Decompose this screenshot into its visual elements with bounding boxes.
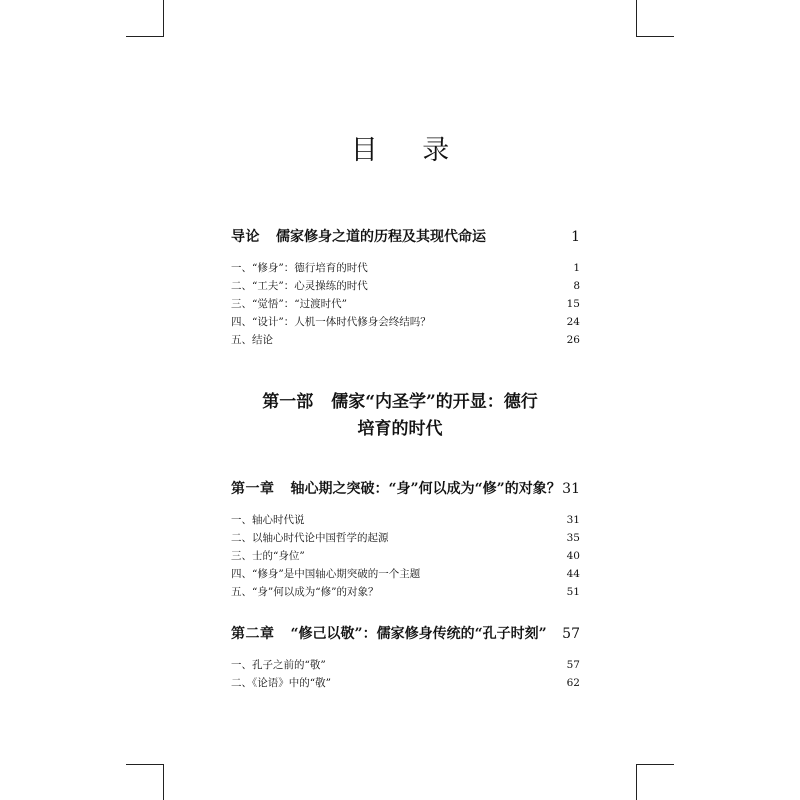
intro-title: 儒家修身之道的历程及其现代命运 (276, 229, 486, 245)
toc-entry[interactable] (231, 277, 580, 295)
entry-label: 一、轴心时代说 (231, 514, 305, 526)
chapter-page: 31 (562, 481, 580, 497)
crop-mark (126, 764, 164, 765)
entry-label: 三、“觉悟”：“过渡时代” (231, 298, 347, 310)
toc-intro-heading[interactable] (231, 226, 580, 246)
toc-entry[interactable] (231, 331, 580, 349)
toc-entry[interactable] (231, 547, 580, 565)
part-heading-line-1 (0, 389, 800, 416)
toc-chapter-1-heading[interactable] (231, 478, 580, 498)
entry-page: 15 (566, 298, 580, 310)
part-title-line-1: 儒家“内圣学”的开显：德行 (331, 392, 538, 412)
toc-entry[interactable] (231, 529, 580, 547)
part-heading[interactable] (0, 389, 800, 443)
entry-page: 44 (566, 568, 580, 580)
chapter-1-entries (231, 511, 580, 601)
toc-entry[interactable] (231, 511, 580, 529)
toc-entry[interactable] (231, 565, 580, 583)
part-title-line-2: 培育的时代 (357, 419, 443, 439)
entry-page: 62 (566, 677, 580, 689)
toc-entry[interactable] (231, 259, 580, 277)
chapter-label: 第一章 (231, 481, 275, 497)
chapter-label: 第二章 (231, 626, 275, 642)
toc-entry[interactable] (231, 583, 580, 601)
toc-entry[interactable] (231, 295, 580, 313)
entry-label: 四、“修身”是中国轴心期突破的一个主题 (231, 568, 421, 580)
crop-mark (636, 0, 637, 36)
crop-mark (126, 36, 164, 37)
entry-label: 四、“设计”：人机一体时代修身会终结吗？ (231, 316, 431, 328)
entry-page: 1 (573, 262, 580, 274)
entry-page: 40 (566, 550, 580, 562)
intro-page: 1 (571, 229, 580, 245)
entry-page: 57 (566, 659, 580, 671)
toc-entry[interactable] (231, 656, 580, 674)
entry-label: 二、《论语》中的“敬” (231, 677, 331, 689)
chapter-title: 轴心期之突破：“身”何以成为“修”的对象？ (290, 481, 561, 497)
chapter-title: “修己以敬”：儒家修身传统的“孔子时刻” (290, 626, 547, 642)
toc-chapter-2-heading[interactable] (231, 623, 580, 643)
chapter-2-entries (231, 656, 580, 692)
entry-label: 一、孔子之前的“敬” (231, 659, 326, 671)
chapter-page: 57 (562, 626, 580, 642)
entry-label: 五、结论 (231, 334, 273, 346)
crop-mark (636, 36, 674, 37)
entry-label: 一、“修身”：德行培育的时代 (231, 262, 368, 274)
entry-label: 二、“工夫”：心灵操练的时代 (231, 280, 368, 292)
crop-mark (163, 764, 164, 800)
part-label: 第一部 (262, 392, 314, 412)
toc-entry[interactable] (231, 674, 580, 692)
crop-mark (636, 764, 637, 800)
entry-label: 五、“身”何以成为“修”的对象？ (231, 586, 379, 598)
intro-entries (231, 259, 580, 349)
entry-label: 三、士的“身位” (231, 550, 305, 562)
intro-label: 导论 (231, 229, 260, 245)
entry-page: 8 (573, 280, 580, 292)
entry-page: 31 (566, 514, 580, 526)
crop-mark (163, 0, 164, 36)
entry-label: 二、以轴心时代论中国哲学的起源 (231, 532, 389, 544)
entry-page: 26 (566, 334, 580, 346)
entry-page: 51 (566, 586, 580, 598)
entry-page: 35 (566, 532, 580, 544)
crop-mark (636, 764, 674, 765)
page-title: 目 录 (350, 135, 468, 166)
toc-entry[interactable] (231, 313, 580, 331)
entry-page: 24 (566, 316, 580, 328)
